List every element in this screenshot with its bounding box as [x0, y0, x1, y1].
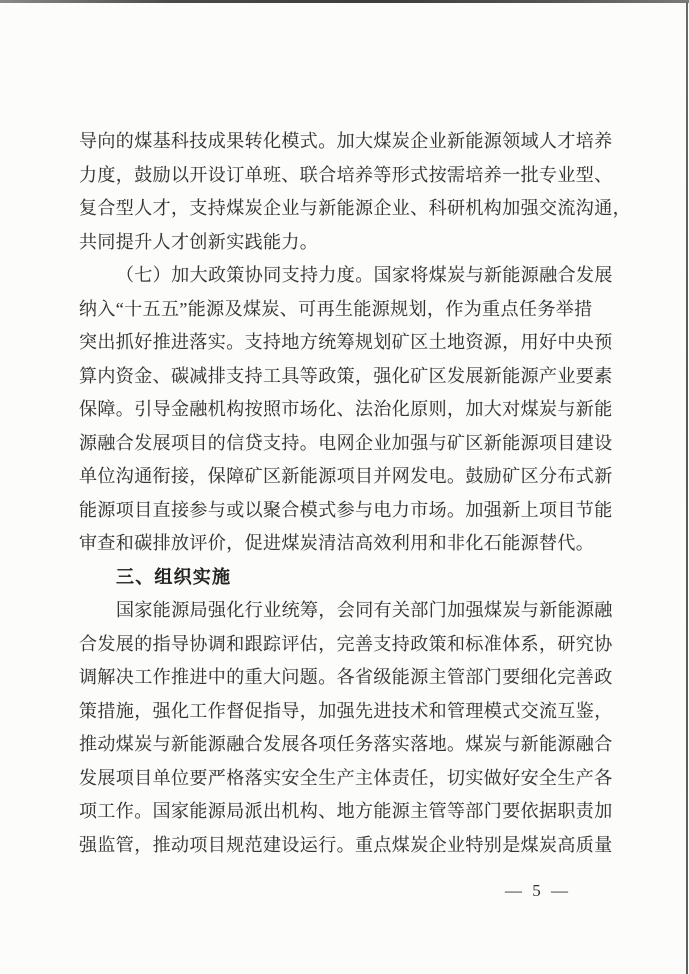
page-number: — 5 —	[505, 881, 571, 900]
body-text-line: 单位沟通衔接，保障矿区新能源项目并网发电。鼓励矿区分布式新	[79, 466, 613, 486]
body-text-line: 合发展的指导协调和跟踪评估，完善支持政策和标准体系，研究协	[79, 633, 613, 654]
body-text-line: 导向的煤基科技成果转化模式。加大煤炭企业新能源领域人才培养	[79, 131, 613, 151]
body-text-line: 力度，鼓励以开设订单班、联合培养等形式按需培养一批专业型、	[79, 164, 613, 185]
body-text-line: （七）加大政策协同支持力度。国家将煤炭与新能源融合发展	[116, 265, 613, 285]
scan-top-edge	[0, 0, 689, 3]
body-text-line: 推动煤炭与新能源融合发展各项任务落实落地。煤炭与新能源融合	[79, 734, 613, 754]
body-text-line: 保障。引导金融机构按照市场化、法治化原则，加大对煤炭与新能	[79, 399, 613, 419]
body-text-line: 复合型人才，支持煤炭企业与新能源企业、科研机构加强交流沟通，	[79, 198, 631, 218]
body-text-line: 发展项目单位要严格落实安全生产主体责任，切实做好安全生产各	[79, 767, 613, 788]
body-text-line: 审查和碳排放评价，促进煤炭清洁高效利用和非化石能源替代。	[79, 533, 595, 553]
body-text-line: 算内资金、碳减排支持工具等政策，强化矿区发展新能源产业要素	[79, 365, 613, 386]
body-text-line: 强监管，推动项目规范建设运行。重点煤炭企业特别是煤炭高质量	[79, 834, 613, 855]
body-text-line: 能源项目直接参与或以聚合模式参与电力市场。加强新上项目节能	[79, 499, 613, 520]
body-text-line: 突出抓好推进落实。支持地方统筹规划矿区土地资源，用好中央预	[79, 332, 613, 352]
body-text-line: 纳入“十五五”能源及煤炭、可再生能源规划，作为重点任务举措	[79, 298, 593, 319]
body-text-line: 项工作。国家能源局派出机构、地方能源主管等部门要依据职责加	[79, 801, 613, 821]
body-text-line: 策措施，强化工作督促指导，加强先进技术和管理模式交流互鉴，	[79, 700, 613, 721]
section-heading: 三、组织实施	[116, 566, 232, 587]
body-text-line: 共同提升人才创新实践能力。	[79, 231, 319, 252]
body-text-line: 调解决工作推进中的重大问题。各省级能源主管部门要细化完善政	[79, 667, 613, 687]
body-text-line: 国家能源局强化行业统筹，会同有关部门加强煤炭与新能源融	[116, 600, 613, 620]
scan-right-edge	[686, 2, 688, 974]
body-text-line: 源融合发展项目的信贷支持。电网企业加强与矿区新能源项目建设	[79, 432, 613, 453]
document-body	[79, 125, 639, 862]
